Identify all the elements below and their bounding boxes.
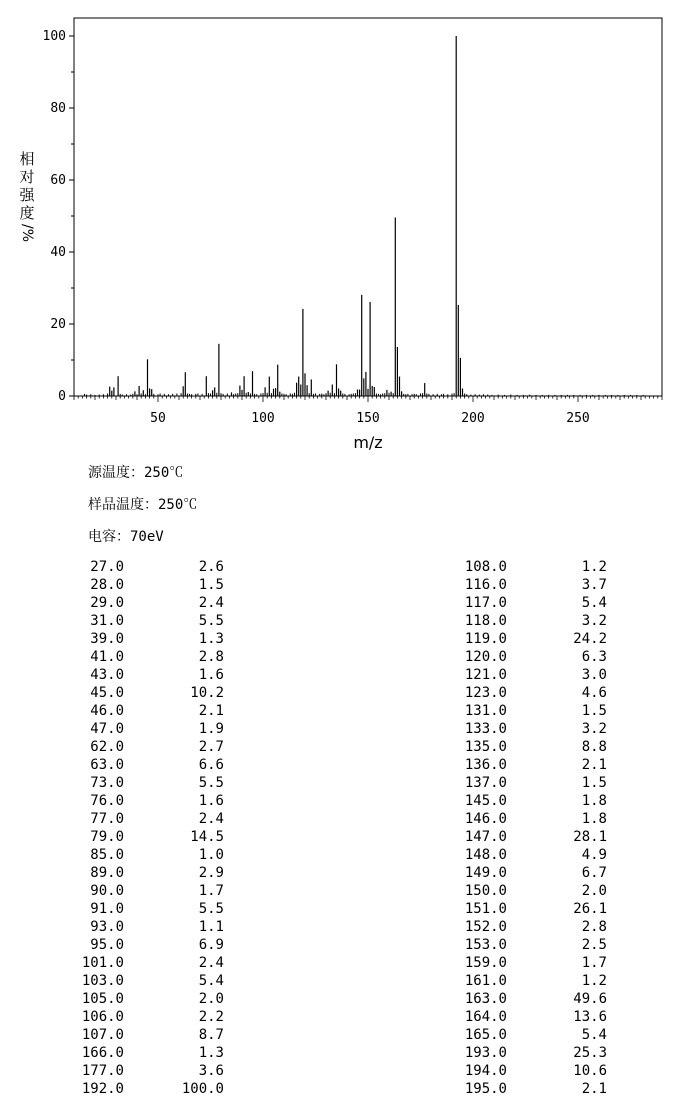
peak-mz: 46.0 <box>90 703 124 719</box>
x-tick-label: 50 <box>150 411 166 426</box>
peak-mz: 101.0 <box>81 955 124 971</box>
spectrum-bars <box>85 36 644 396</box>
peak-intensity: 5.5 <box>198 901 224 917</box>
peak-mz: 148.0 <box>464 847 507 863</box>
peak-row <box>62 630 224 648</box>
peak-row <box>62 810 224 828</box>
peak-mz: 85.0 <box>90 847 124 863</box>
peak-row <box>62 666 224 684</box>
peak-intensity: 5.4 <box>198 973 224 989</box>
peak-row <box>445 720 607 738</box>
x-tick-label: 100 <box>251 411 275 426</box>
peak-intensity: 2.4 <box>198 595 224 611</box>
peak-mz: 151.0 <box>464 901 507 917</box>
peak-intensity: 3.7 <box>581 577 607 593</box>
peak-intensity: 1.3 <box>198 1045 224 1061</box>
peak-intensity: 1.5 <box>581 703 607 719</box>
peak-mz: 90.0 <box>90 883 124 899</box>
peak-mz: 41.0 <box>90 649 124 665</box>
peak-intensity: 1.3 <box>198 631 224 647</box>
peak-row <box>62 792 224 810</box>
peak-row <box>445 828 607 846</box>
peak-intensity: 2.8 <box>198 649 224 665</box>
peak-mz: 76.0 <box>90 793 124 809</box>
peak-mz: 147.0 <box>464 829 507 845</box>
peak-intensity: 1.1 <box>198 919 224 935</box>
peak-intensity: 3.6 <box>198 1063 224 1079</box>
x-axis <box>74 396 662 426</box>
peak-mz: 31.0 <box>90 613 124 629</box>
peak-intensity: 1.5 <box>198 577 224 593</box>
peak-row <box>62 756 224 774</box>
x-axis-label: m/z <box>353 433 383 452</box>
peak-intensity: 25.3 <box>573 1045 607 1061</box>
peak-row <box>62 558 224 576</box>
peak-mz: 63.0 <box>90 757 124 773</box>
peak-row <box>62 846 224 864</box>
peak-row <box>445 558 607 576</box>
peak-row <box>445 774 607 792</box>
peak-row <box>445 666 607 684</box>
y-axis-label-char: 强 <box>19 186 35 204</box>
peak-row <box>445 990 607 1008</box>
peak-row <box>62 882 224 900</box>
y-tick-label: 60 <box>50 173 66 188</box>
peak-row <box>445 1062 607 1080</box>
peak-intensity: 2.9 <box>198 865 224 881</box>
peak-intensity: 5.4 <box>581 595 607 611</box>
y-axis-unit: /% <box>19 223 35 243</box>
peak-intensity: 8.8 <box>581 739 607 755</box>
peak-row <box>445 630 607 648</box>
peak-intensity: 1.2 <box>581 559 607 575</box>
y-axis-label-char: 度 <box>19 204 35 222</box>
peak-row <box>62 1062 224 1080</box>
peak-row <box>62 990 224 1008</box>
peak-mz: 39.0 <box>90 631 124 647</box>
peak-intensity: 2.1 <box>198 703 224 719</box>
y-axis-label-char: 对 <box>19 168 35 186</box>
peak-mz: 159.0 <box>464 955 507 971</box>
peak-intensity: 1.6 <box>198 667 224 683</box>
sample-temperature: 样品温度：250℃ <box>88 497 198 513</box>
peak-row <box>445 882 607 900</box>
peak-mz: 166.0 <box>81 1045 124 1061</box>
peak-intensity: 1.0 <box>198 847 224 863</box>
peak-row <box>62 774 224 792</box>
peak-intensity: 1.8 <box>581 811 607 827</box>
peak-row <box>445 576 607 594</box>
y-tick-label: 40 <box>50 245 66 260</box>
peak-mz: 89.0 <box>90 865 124 881</box>
peak-mz: 43.0 <box>90 667 124 683</box>
peak-mz: 120.0 <box>464 649 507 665</box>
peak-intensity: 24.2 <box>573 631 607 647</box>
peak-mz: 136.0 <box>464 757 507 773</box>
peak-mz: 108.0 <box>464 559 507 575</box>
peak-intensity: 6.6 <box>198 757 224 773</box>
x-tick-label: 200 <box>461 411 485 426</box>
peak-mz: 73.0 <box>90 775 124 791</box>
peak-row <box>62 1008 224 1026</box>
x-tick-label: 250 <box>566 411 590 426</box>
peak-row <box>445 738 607 756</box>
peak-intensity: 2.4 <box>198 955 224 971</box>
peak-row <box>62 738 224 756</box>
peak-intensity: 4.9 <box>581 847 607 863</box>
peak-intensity: 1.8 <box>581 793 607 809</box>
peak-intensity: 1.5 <box>581 775 607 791</box>
peak-row <box>445 594 607 612</box>
peak-row <box>445 918 607 936</box>
peak-intensity: 1.7 <box>198 883 224 899</box>
peak-intensity: 1.2 <box>581 973 607 989</box>
peak-row <box>445 1044 607 1062</box>
peak-row <box>62 954 224 972</box>
peak-table-left <box>62 558 224 1098</box>
peak-mz: 121.0 <box>464 667 507 683</box>
peak-row <box>445 612 607 630</box>
peak-mz: 45.0 <box>90 685 124 701</box>
peak-row <box>445 1008 607 1026</box>
peak-mz: 79.0 <box>90 829 124 845</box>
peak-row <box>62 612 224 630</box>
peak-mz: 165.0 <box>464 1027 507 1043</box>
peak-mz: 131.0 <box>464 703 507 719</box>
peak-intensity: 2.1 <box>581 757 607 773</box>
peak-intensity: 6.7 <box>581 865 607 881</box>
peak-intensity: 100.0 <box>181 1081 224 1097</box>
y-axis <box>43 29 74 404</box>
peak-mz: 27.0 <box>90 559 124 575</box>
peak-mz: 117.0 <box>464 595 507 611</box>
peak-row <box>62 918 224 936</box>
y-tick-label: 100 <box>42 29 66 44</box>
peak-intensity: 10.2 <box>190 685 224 701</box>
peak-intensity: 1.6 <box>198 793 224 809</box>
peak-intensity: 2.6 <box>198 559 224 575</box>
peak-mz: 119.0 <box>464 631 507 647</box>
peak-row <box>445 792 607 810</box>
peak-intensity: 2.4 <box>198 811 224 827</box>
peak-row <box>445 936 607 954</box>
peak-mz: 62.0 <box>90 739 124 755</box>
peak-mz: 118.0 <box>464 613 507 629</box>
peak-row <box>62 1080 224 1098</box>
peak-mz: 177.0 <box>81 1063 124 1079</box>
peak-mz: 123.0 <box>464 685 507 701</box>
peak-row <box>445 684 607 702</box>
peak-intensity: 10.6 <box>573 1063 607 1079</box>
peak-mz: 192.0 <box>81 1081 124 1097</box>
peak-mz: 29.0 <box>90 595 124 611</box>
peak-intensity: 3.2 <box>581 613 607 629</box>
peak-mz: 150.0 <box>464 883 507 899</box>
y-tick-label: 80 <box>50 101 66 116</box>
peak-intensity: 2.5 <box>581 937 607 953</box>
peak-row <box>62 1026 224 1044</box>
peak-mz: 93.0 <box>90 919 124 935</box>
peak-row <box>62 702 224 720</box>
peak-mz: 28.0 <box>90 577 124 593</box>
peak-intensity: 2.0 <box>581 883 607 899</box>
x-tick-label: 150 <box>356 411 380 426</box>
peak-row <box>62 828 224 846</box>
peak-intensity: 2.0 <box>198 991 224 1007</box>
peak-mz: 105.0 <box>81 991 124 1007</box>
peak-mz: 149.0 <box>464 865 507 881</box>
peak-row <box>445 756 607 774</box>
peak-row <box>62 648 224 666</box>
peak-mz: 152.0 <box>464 919 507 935</box>
peak-intensity: 2.1 <box>581 1081 607 1097</box>
peak-mz: 116.0 <box>464 577 507 593</box>
peak-intensity: 1.9 <box>198 721 224 737</box>
peak-mz: 106.0 <box>81 1009 124 1025</box>
peak-row <box>445 972 607 990</box>
peak-mz: 161.0 <box>464 973 507 989</box>
ionization-energy: 电容：70eV <box>88 529 164 545</box>
peak-intensity: 28.1 <box>573 829 607 845</box>
peak-intensity: 2.7 <box>198 739 224 755</box>
peak-row <box>62 576 224 594</box>
peak-mz: 163.0 <box>464 991 507 1007</box>
peak-mz: 195.0 <box>464 1081 507 1097</box>
peak-mz: 145.0 <box>464 793 507 809</box>
peak-intensity: 8.7 <box>198 1027 224 1043</box>
peak-row <box>445 1080 607 1098</box>
peak-intensity: 13.6 <box>573 1009 607 1025</box>
peak-row <box>62 936 224 954</box>
peak-row <box>445 846 607 864</box>
peak-mz: 193.0 <box>464 1045 507 1061</box>
peak-mz: 137.0 <box>464 775 507 791</box>
peak-row <box>62 900 224 918</box>
peak-mz: 194.0 <box>464 1063 507 1079</box>
peak-mz: 133.0 <box>464 721 507 737</box>
peak-intensity: 49.6 <box>573 991 607 1007</box>
peak-row <box>445 1026 607 1044</box>
peak-mz: 77.0 <box>90 811 124 827</box>
peak-intensity: 2.2 <box>198 1009 224 1025</box>
peak-intensity: 26.1 <box>573 901 607 917</box>
peak-mz: 103.0 <box>81 973 124 989</box>
peak-intensity: 6.9 <box>198 937 224 953</box>
peak-mz: 153.0 <box>464 937 507 953</box>
peak-mz: 107.0 <box>81 1027 124 1043</box>
peak-row <box>445 702 607 720</box>
peak-intensity: 5.4 <box>581 1027 607 1043</box>
peak-intensity: 5.5 <box>198 613 224 629</box>
peak-row <box>445 954 607 972</box>
y-axis-label <box>16 150 38 242</box>
peak-intensity: 4.6 <box>581 685 607 701</box>
source-temperature: 源温度：250℃ <box>88 465 184 481</box>
y-axis-label-char: 相 <box>19 150 35 168</box>
peak-row <box>62 864 224 882</box>
peak-intensity: 1.7 <box>581 955 607 971</box>
peak-row <box>62 684 224 702</box>
mass-spectrum-chart <box>0 0 680 460</box>
peak-intensity: 14.5 <box>190 829 224 845</box>
peak-row <box>445 648 607 666</box>
peak-intensity: 3.2 <box>581 721 607 737</box>
y-tick-label: 20 <box>50 317 66 332</box>
peak-row <box>62 720 224 738</box>
peak-intensity: 6.3 <box>581 649 607 665</box>
peak-row <box>62 972 224 990</box>
peak-table-right <box>445 558 607 1098</box>
peak-row <box>62 594 224 612</box>
peak-row <box>445 810 607 828</box>
peak-intensity: 5.5 <box>198 775 224 791</box>
peak-mz: 135.0 <box>464 739 507 755</box>
peak-mz: 91.0 <box>90 901 124 917</box>
peak-mz: 47.0 <box>90 721 124 737</box>
peak-intensity: 3.0 <box>581 667 607 683</box>
peak-mz: 95.0 <box>90 937 124 953</box>
y-tick-label: 0 <box>58 389 66 404</box>
peak-mz: 146.0 <box>464 811 507 827</box>
plot-frame <box>74 18 662 396</box>
peak-row <box>445 864 607 882</box>
peak-mz: 164.0 <box>464 1009 507 1025</box>
peak-row <box>445 900 607 918</box>
peak-row <box>62 1044 224 1062</box>
peak-intensity: 2.8 <box>581 919 607 935</box>
